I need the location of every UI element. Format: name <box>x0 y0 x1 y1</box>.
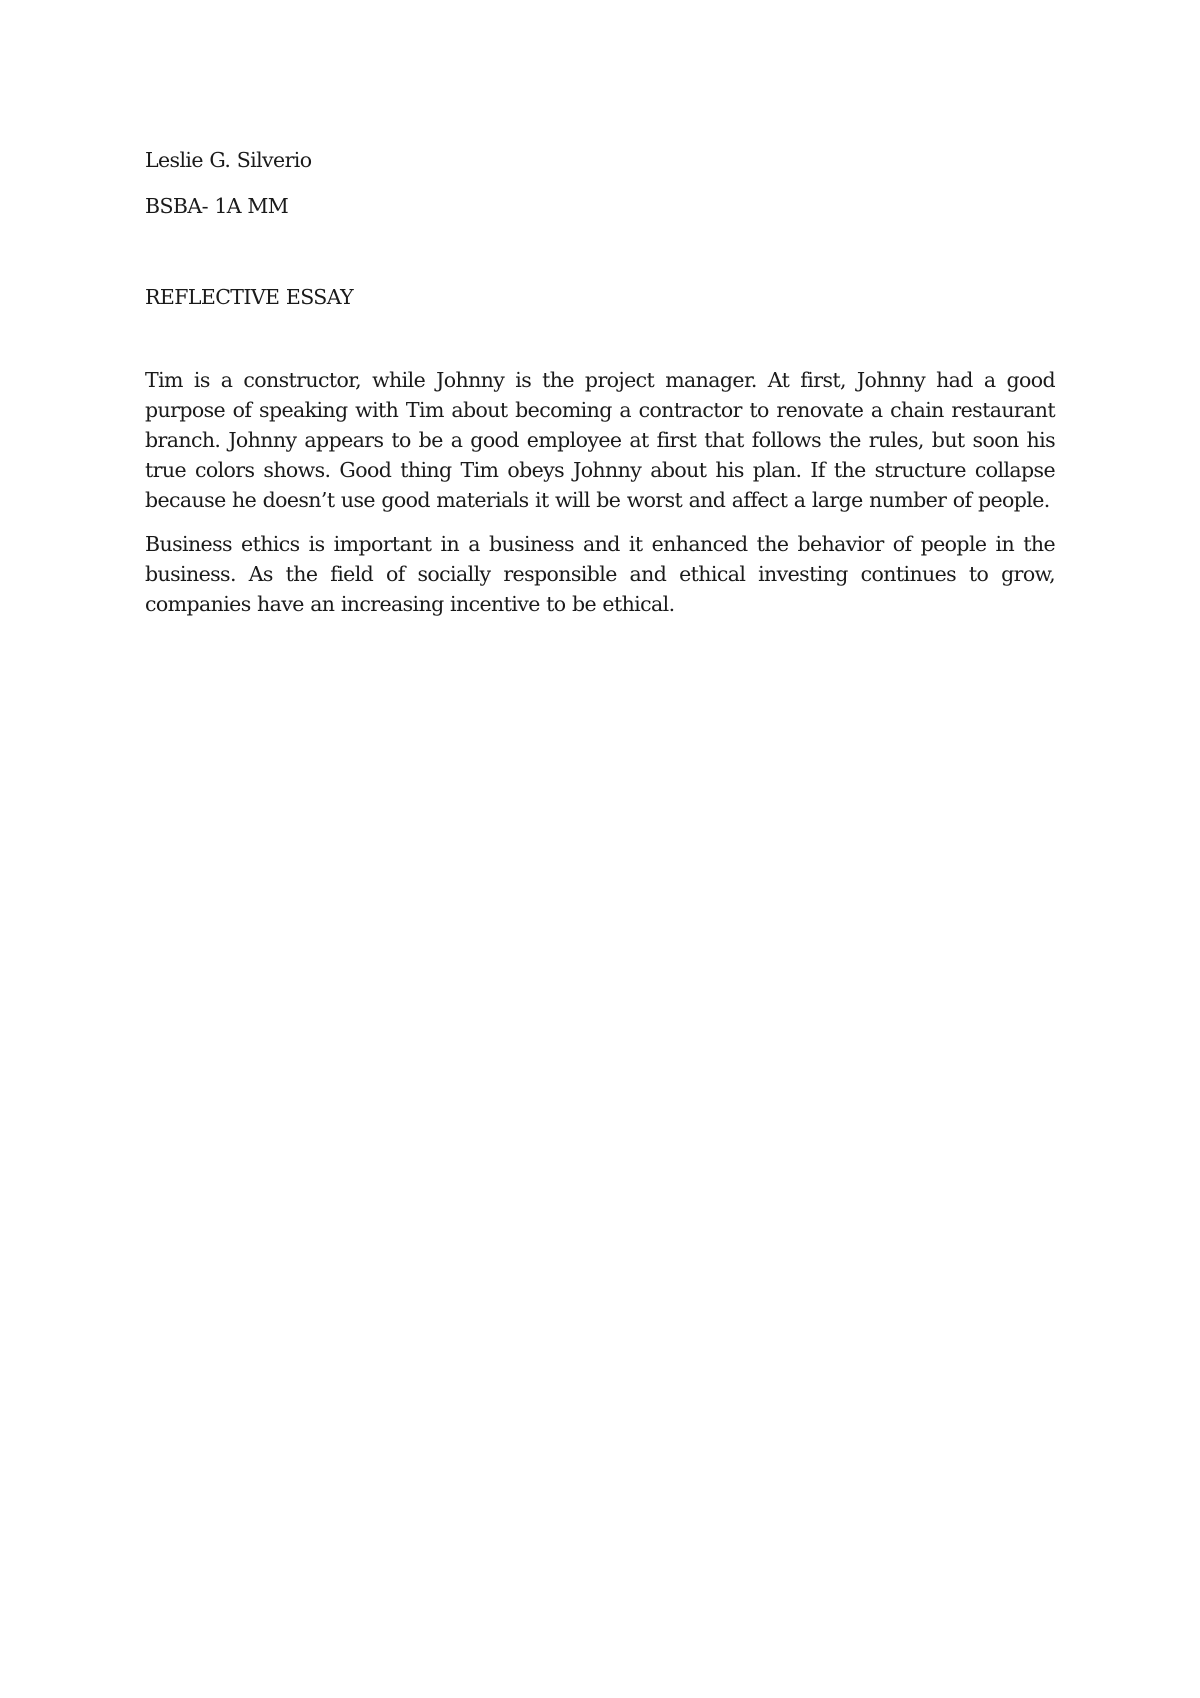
document-body <box>145 146 1055 619</box>
essay-title: REFLECTIVE ESSAY <box>145 285 354 309</box>
course-section: BSBA- 1A MM <box>145 194 289 218</box>
author-name: Leslie G. Silverio <box>145 148 312 172</box>
essay-paragraph-1: Tim is a constructor, while Johnny is the project manager. At first, Johnny had a good purpose of speaking with Tim about becoming a contractor to renovate a chain restaurant branch. Johnny appears to be a good employee at first that follows the rules, but soon his true colors shows. Good thing Tim obeys Johnny about his plan. If the structure collapse because he doesn’t use good materials it will be worst and affect a large number of people. <box>145 368 1055 512</box>
essay-paragraph-2: Business ethics is important in a business and it enhanced the behavior of people in the business. As the field of socially responsible and ethical investing continues to grow, companies have an increasing incentive to be ethical. <box>145 532 1055 616</box>
